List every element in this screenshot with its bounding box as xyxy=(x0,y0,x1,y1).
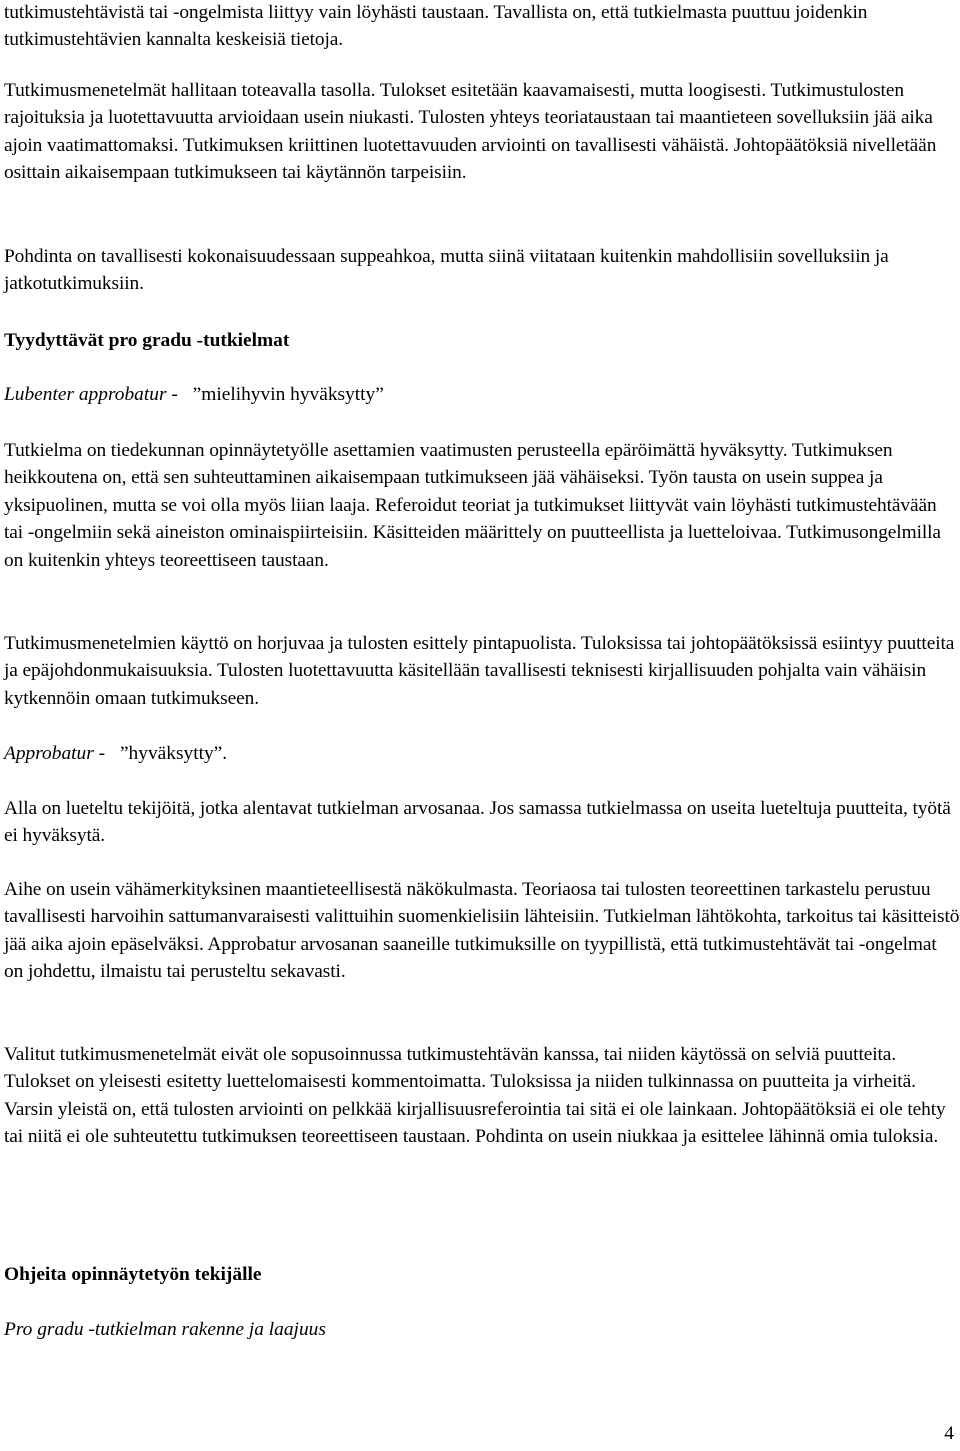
paragraph-discussion: Pohdinta on tavallisesti kokonaisuudessaan suppeahkoa, mutta siinä viitataan kuitenkin mahdollisiin sovelluksiin ja jatkotutkimuksiin. xyxy=(4,246,889,295)
heading-instructions: Ohjeita opinnäytetyön tekijälle xyxy=(4,1264,262,1285)
paragraph-method-use: Tutkimusmenetelmien käyttö on horjuvaa ja tulosten esittely pintapuolista. Tuloksissa tai johtopäätöksissä esiintyy puutteita ja epäjohdonmukaisuuksia. Tulosten luotettavuutta käsitellään tavallisesti teknisesti kirjallisuuden pohjalta vain vähäisin kytkennöin omaan tutkimukseen. xyxy=(4,633,955,709)
grade-lubenter-latin: Lubenter approbatur - xyxy=(4,384,178,405)
paragraph-research-methods: Tutkimusmenetelmät hallitaan toteavalla tasolla. Tulokset esitetään kaavamaisesti, mutta loogisesti. Tutkimustulosten rajoituksia ja luotettavuutta arvioidaan usein niukasti. Tulosten yhteys teoriataustaan tai maantieteen sovelluksiin jää aika ajoin vaatimattomaksi. Tutkimuksen kriittinen luotettavuuden arviointi on tavallisesti vähäistä. Johtopäätöksiä nivelletään osittain aikaisempaan tutkimukseen tai käytännön tarpeisiin. xyxy=(4,80,937,184)
paragraph-topic: Aihe on usein vähämerkityksinen maantieteellisestä näkökulmasta. Teoriaosa tai tulosten teoreettinen tarkastelu perustuu tavallisesti harvoihin sattumanvaraisesti valittuihin suomenkielisiin lähteisiin. Tutkielman lähtökohta, tarkoitus tai käsitteistö jää aika ajoin epäselväksi. Approbatur arvosanan saaneille tutkimuksille on tyypillistä, että tutkimustehtävät tai -ongelmat on johdettu, ilmaistu tai perusteltu sekavasti. xyxy=(4,879,960,983)
grade-approbatur xyxy=(4,740,227,767)
page-number: 4 xyxy=(944,1423,954,1444)
grade-lubenter xyxy=(4,381,384,408)
grade-approbatur-finnish: ”hyväksytty”. xyxy=(119,743,228,764)
paragraph-lowering-factors: Alla on lueteltu tekijöitä, jotka alentavat tutkielman arvosanaa. Jos samassa tutkielmassa on useita lueteltuja puutteita, työtä ei hyväksytä. xyxy=(4,798,951,847)
paragraph-research-tasks: tutkimustehtävistä tai -ongelmista liittyy vain löyhästi taustaan. Tavallista on, että tutkielmasta puuttuu joidenkin tutkimustehtävien kannalta keskeisiä tietoja. xyxy=(4,2,868,51)
paragraph-thesis-accepted: Tutkielma on tiedekunnan opinnäytetyölle asettamien vaatimusten perusteella epäröimättä hyväksytty. Tutkimuksen heikkoutena on, että sen suhteuttaminen aikaisempaan tutkimukseen jää vähäiseksi. Työn tausta on usein suppea ja yksipuolinen, mutta se voi olla myös liian laaja. Referoidut teoriat ja tutkimukset liittyvät vain löyhästi tutkimustehtävään tai -ongelmiin sekä aineiston ominaispiirteisiin. Käsitteiden määrittely on puutteellista ja luetteloivaa. Tutkimusongelmilla on kuitenkin yhteys teoreettiseen taustaan. xyxy=(4,440,941,571)
subheading-structure: Pro gradu -tutkielman rakenne ja laajuus xyxy=(4,1319,326,1340)
grade-lubenter-finnish: ”mielihyvin hyväksytty” xyxy=(192,384,384,405)
paragraph-selected-methods: Valitut tutkimusmenetelmät eivät ole sopusoinnussa tutkimustehtävän kanssa, tai niiden käytössä on selviä puutteita. Tulokset on yleisesti esitetty luettelomaisesti kommentoimatta. Tuloksissa ja niiden tulkinnassa on puutteita ja virheitä. Varsin yleistä on, että tulosten arviointi on pelkkää kirjallisuusreferointia tai sitä ei ole lainkaan. Johtopäätöksiä ei ole tehty tai niitä ei ole suhteutettu tutkimuksen teoreettiseen taustaan. Pohdinta on usein niukkaa ja esittelee lähinnä omia tuloksia. xyxy=(4,1044,946,1148)
grade-approbatur-latin: Approbatur - xyxy=(4,743,106,764)
heading-satisfactory-theses: Tyydyttävät pro gradu -tutkielmat xyxy=(4,330,290,351)
